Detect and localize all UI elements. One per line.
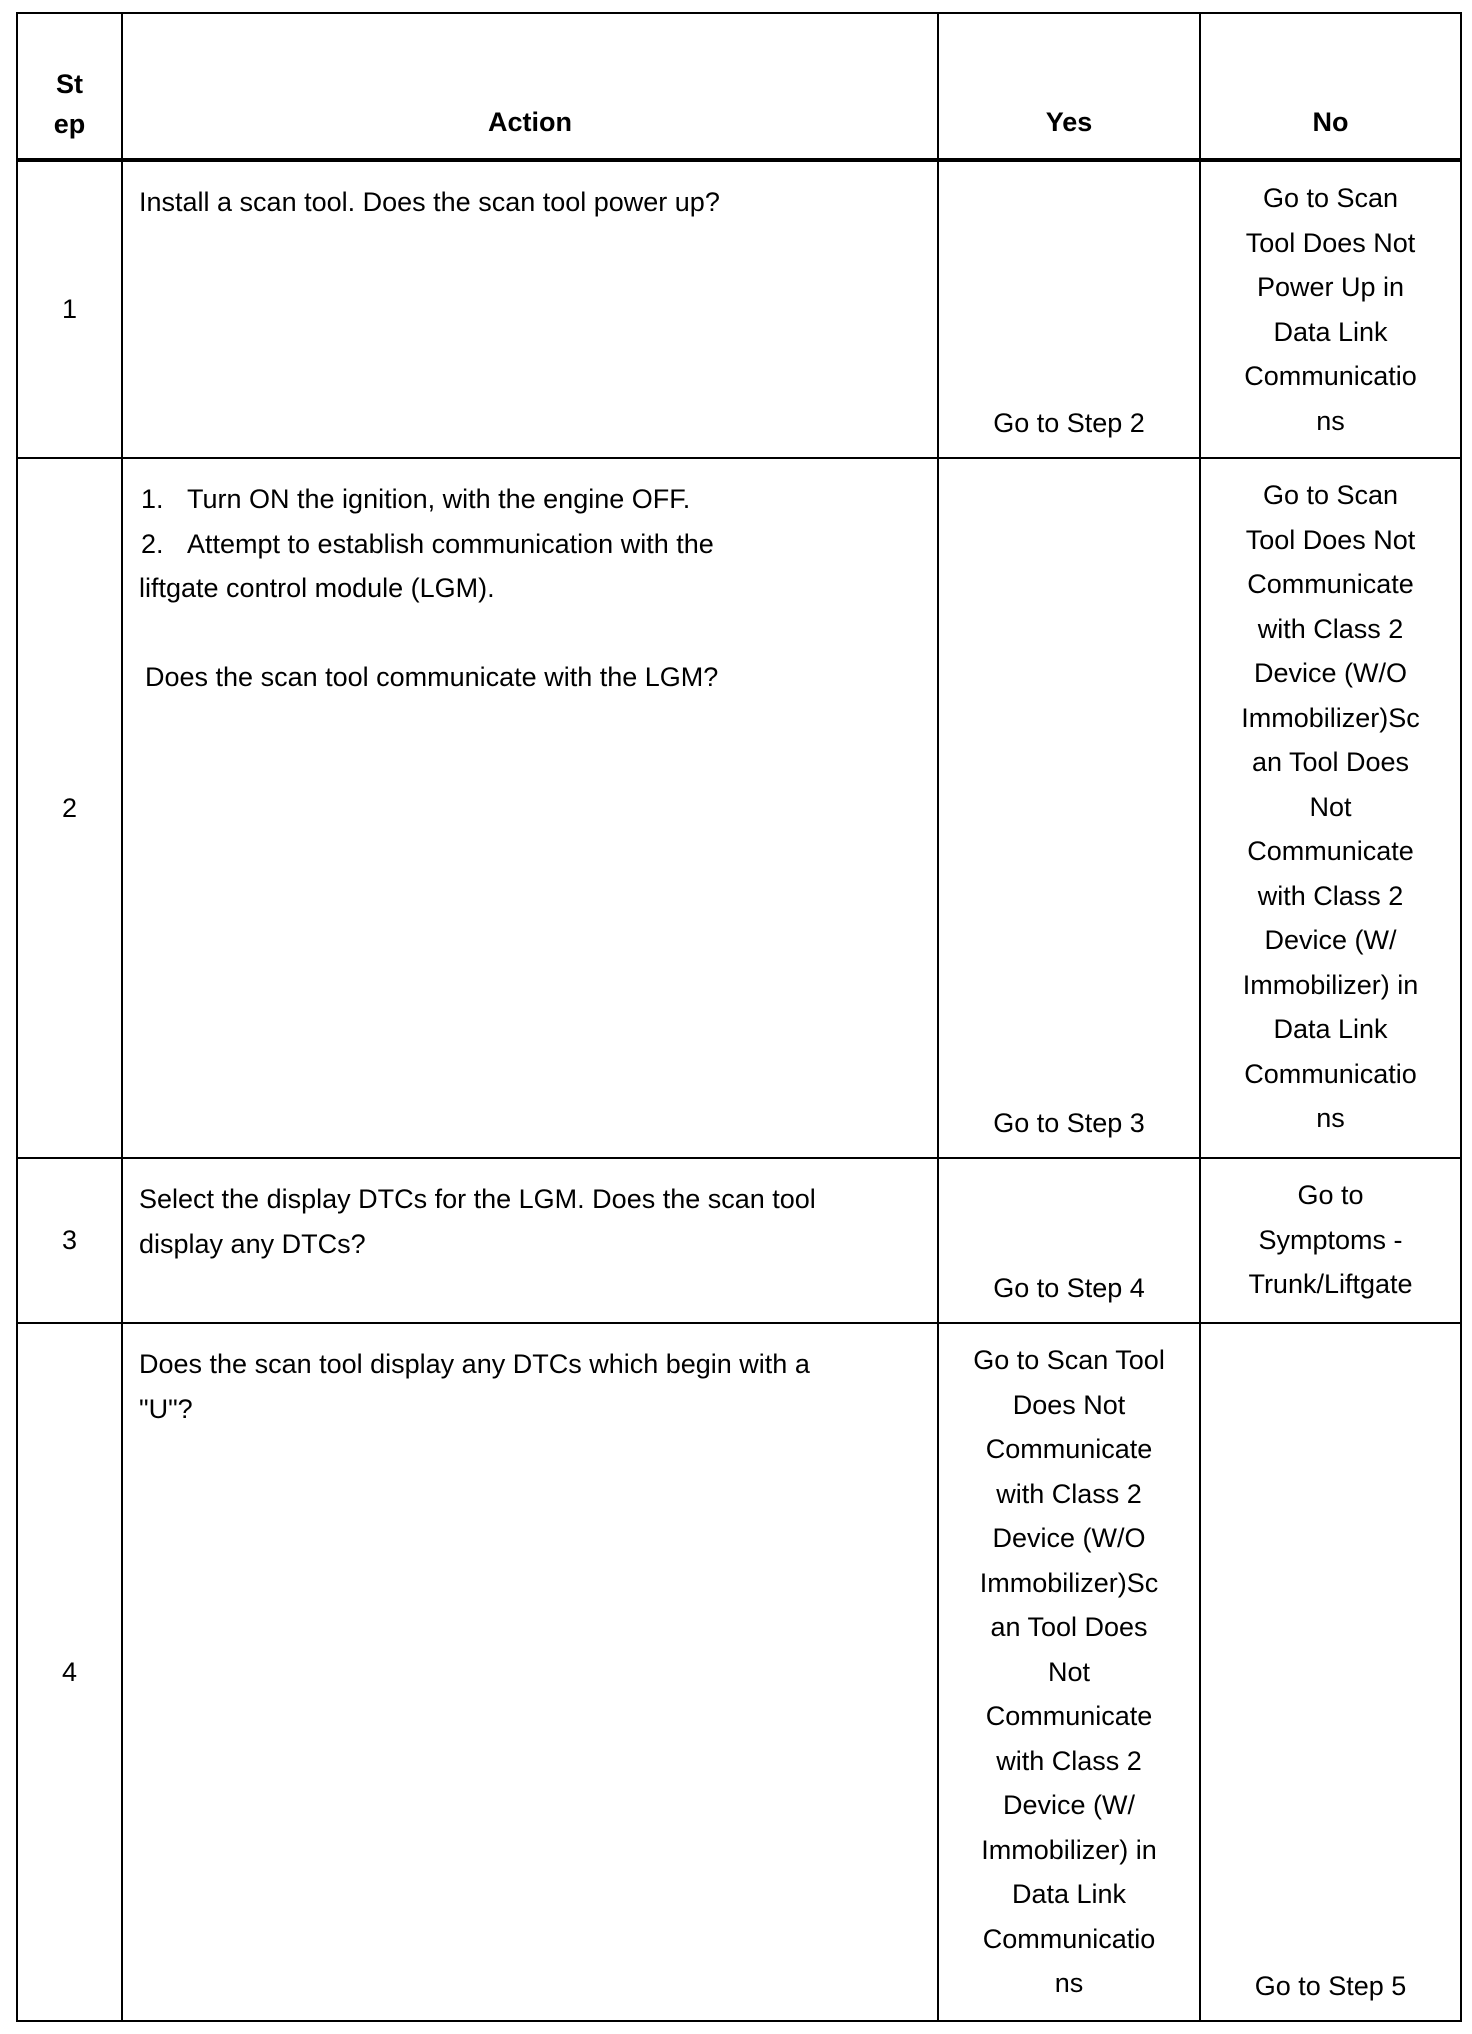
yes-text: Go to Step 4 — [993, 1272, 1145, 1303]
yes-line: an Tool Does — [990, 1612, 1148, 1642]
no-line: Tool Does Not — [1245, 227, 1416, 258]
action-list-item — [139, 477, 923, 522]
step-number: 4 — [17, 1323, 122, 2021]
yes-line: Device (W/O — [992, 1523, 1146, 1553]
yes-cell — [938, 458, 1200, 1158]
step-number: 2 — [17, 458, 122, 1158]
diagnostic-table — [16, 12, 1462, 2022]
action-question: Does the scan tool communicate with the LGM? — [145, 662, 719, 692]
no-cell — [1200, 160, 1461, 458]
no-line: Device (W/ — [1264, 925, 1397, 955]
no-line: Power Up in — [1256, 272, 1405, 302]
no-line: Device (W/O — [1253, 658, 1407, 688]
action-continuation: liftgate control module (LGM). — [139, 573, 495, 603]
yes-line: Device (W/ — [1002, 1790, 1135, 1820]
action-cell — [122, 160, 938, 458]
header-no: No — [1200, 13, 1461, 160]
no-line: an Tool Does — [1251, 747, 1410, 777]
yes-line: with Class 2 — [996, 1745, 1142, 1776]
yes-line: Not — [1047, 1656, 1091, 1687]
table-row — [17, 1158, 1461, 1323]
no-cell — [1200, 1323, 1461, 2021]
action-line: "U"? — [139, 1393, 193, 1424]
no-text: Go to Step 5 — [1254, 1970, 1407, 2001]
header-step — [17, 13, 122, 160]
table-row — [17, 1323, 1461, 2021]
no-line: with Class 2 — [1257, 613, 1404, 644]
header-row — [17, 13, 1461, 160]
yes-line: ns — [1054, 1968, 1084, 1998]
step-number: 1 — [17, 160, 122, 458]
yes-line: Go to Scan Tool — [973, 1345, 1165, 1375]
list-text: Attempt to establish communication with the — [187, 528, 714, 559]
no-line: Data Link — [1273, 1014, 1388, 1044]
no-line: ns — [1316, 405, 1345, 436]
yes-cell — [938, 1158, 1200, 1323]
action-line: Select the display DTCs for the LGM. Does the scan tool — [139, 1184, 816, 1214]
no-line: Trunk/Liftgate — [1248, 1269, 1413, 1299]
header-step-line: ep — [53, 109, 86, 139]
no-line: Communicate — [1247, 836, 1414, 866]
action-list-item — [139, 522, 923, 567]
no-line: Communicatio — [1244, 1058, 1417, 1089]
no-line: Symptoms - — [1258, 1224, 1403, 1255]
table-row — [17, 458, 1461, 1158]
yes-line: Data Link — [1011, 1879, 1127, 1909]
blank-line — [139, 611, 923, 656]
yes-cell — [938, 1323, 1200, 2021]
no-line: Immobilizer)Sc — [1241, 702, 1420, 733]
action-cell — [122, 1323, 938, 2021]
yes-line: Immobilizer) in — [981, 1834, 1157, 1865]
no-line: with Class 2 — [1257, 880, 1404, 911]
action-cell — [122, 458, 938, 1158]
yes-line: Communicate — [985, 1701, 1153, 1731]
action-line: Does the scan tool display any DTCs which begin with a — [139, 1349, 810, 1379]
no-line: Communicate — [1247, 569, 1414, 599]
action-line: display any DTCs? — [139, 1228, 366, 1259]
no-cell — [1200, 1158, 1461, 1323]
yes-text: Go to Step 3 — [993, 1107, 1145, 1138]
yes-line: Immobilizer)Sc — [979, 1567, 1159, 1598]
yes-cell — [938, 160, 1200, 458]
list-text: Turn ON the ignition, with the engine OFF. — [187, 484, 691, 514]
list-number: 1. — [141, 484, 164, 514]
no-cell — [1200, 458, 1461, 1158]
no-line: Go to — [1297, 1180, 1364, 1210]
no-line: Go to Scan — [1262, 183, 1399, 213]
header-yes: Yes — [938, 13, 1200, 160]
no-line: Data Link — [1273, 316, 1388, 347]
table-row — [17, 160, 1461, 458]
no-line: Not — [1309, 791, 1352, 822]
no-line: Communicatio — [1244, 361, 1417, 391]
no-line: ns — [1316, 1103, 1345, 1133]
yes-text: Go to Step 2 — [993, 407, 1145, 438]
no-line: Immobilizer) in — [1242, 969, 1419, 1000]
yes-line: with Class 2 — [996, 1478, 1142, 1509]
action-text: Install a scan tool. Does the scan tool power up? — [139, 187, 720, 217]
action-cell — [122, 1158, 938, 1323]
header-step-line: St — [56, 69, 83, 99]
yes-line: Communicatio — [982, 1923, 1156, 1954]
list-number: 2. — [141, 528, 164, 559]
yes-line: Communicate — [985, 1434, 1153, 1464]
no-line: Go to Scan — [1262, 480, 1399, 510]
no-line: Tool Does Not — [1245, 524, 1416, 555]
yes-line: Does Not — [1012, 1389, 1126, 1420]
header-action: Action — [122, 13, 938, 160]
step-number: 3 — [17, 1158, 122, 1323]
